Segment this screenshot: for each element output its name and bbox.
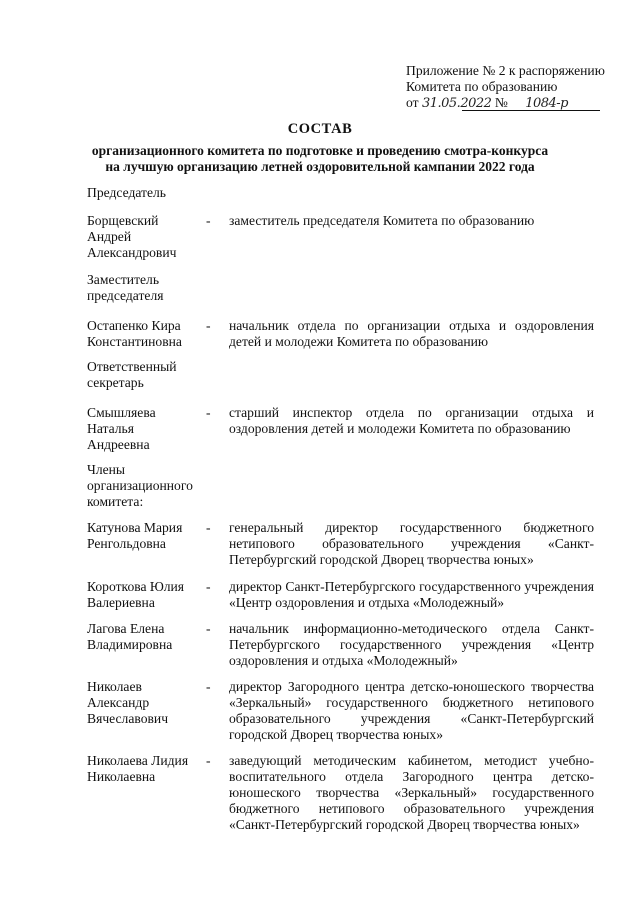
member-role: директор Санкт-Петербургского государственного учреждения «Центр оздоровления и отдыха «Молодежный» <box>229 579 594 610</box>
dash: - <box>206 679 211 694</box>
section-chair: Председатель <box>87 185 166 200</box>
dash: - <box>206 318 211 333</box>
dash: - <box>206 520 211 535</box>
document-subtitle-line-1: организационного комитета по подготовке и проведению смотра-конкурса <box>91 143 549 158</box>
document-heading <box>0 121 640 175</box>
member-role: начальник отдела по организации отдыха и оздоровления детей и молодежи Комитета по образованию <box>229 318 594 349</box>
member-name: Борщевский Андрей Александрович <box>87 213 177 260</box>
dash: - <box>206 753 211 768</box>
section-members: Члены организационного комитета: <box>87 462 193 509</box>
section-vice-chair: Заместитель председателя <box>87 272 164 303</box>
member-role: директор Загородного центра детско-юношеского творчества «Зеркальный» государственного бюджетного нетипового образовательного учреждения «Санкт-Петербургский городской Дворец творчества юных» <box>229 679 594 742</box>
member-role: начальник информационно-методического отдела Санкт-Петербургского государственного учреждения «Центр оздоровления и отдыха «Молодежный» <box>229 621 594 668</box>
member-name: Лагова Елена Владимировна <box>87 621 173 652</box>
appendix-line-1: Приложение № 2 к распоряжению <box>406 63 605 78</box>
dash: - <box>206 405 211 420</box>
dash: - <box>206 213 211 228</box>
number-label: № <box>494 95 508 110</box>
member-name: Николаев Александр Вячеславович <box>87 679 169 726</box>
dash: - <box>206 621 211 636</box>
member-role: генеральный директор государственного бюджетного нетипового образовательного учреждения «Санкт-Петербургский городской Дворец творчества юных» <box>229 520 594 567</box>
member-role: старший инспектор отдела по организации отдыха и оздоровления детей и молодежи Комитета по образованию <box>229 405 594 436</box>
member-name: Катунова Мария Ренгольдовна <box>87 520 183 551</box>
member-role: заведующий методическим кабинетом, методист учебно-воспитательного отдела Загородного центра детско-юношеского творчества «Зеркальный» государственного бюджетного нетипового образовательного учреждения «Санкт-Петербургский городской Дворец творчества юных» <box>229 753 594 832</box>
appendix-prefix: от <box>406 95 419 110</box>
member-name: Остапенко Кира Константиновна <box>87 318 182 349</box>
handwritten-date: 31.05.2022 <box>421 96 492 111</box>
member-name: Короткова Юлия Валериевна <box>87 579 185 610</box>
document-subtitle-line-2: на лучшую организацию летней оздоровительной кампании 2022 года <box>105 159 535 174</box>
appendix-note <box>406 63 606 112</box>
document-title: СОСТАВ <box>287 121 353 137</box>
member-name: Смышляева Наталья Андреевна <box>87 405 156 452</box>
underline <box>462 110 600 111</box>
section-secretary: Ответственный секретарь <box>87 359 177 390</box>
dash: - <box>206 579 211 594</box>
member-name: Николаева Лидия Николаевна <box>87 753 189 784</box>
appendix-line-2: Комитета по образованию <box>406 79 558 94</box>
member-role: заместитель председателя Комитета по образованию <box>229 213 535 228</box>
handwritten-number: 1084-р <box>525 96 569 111</box>
appendix-line-3 <box>406 95 606 112</box>
